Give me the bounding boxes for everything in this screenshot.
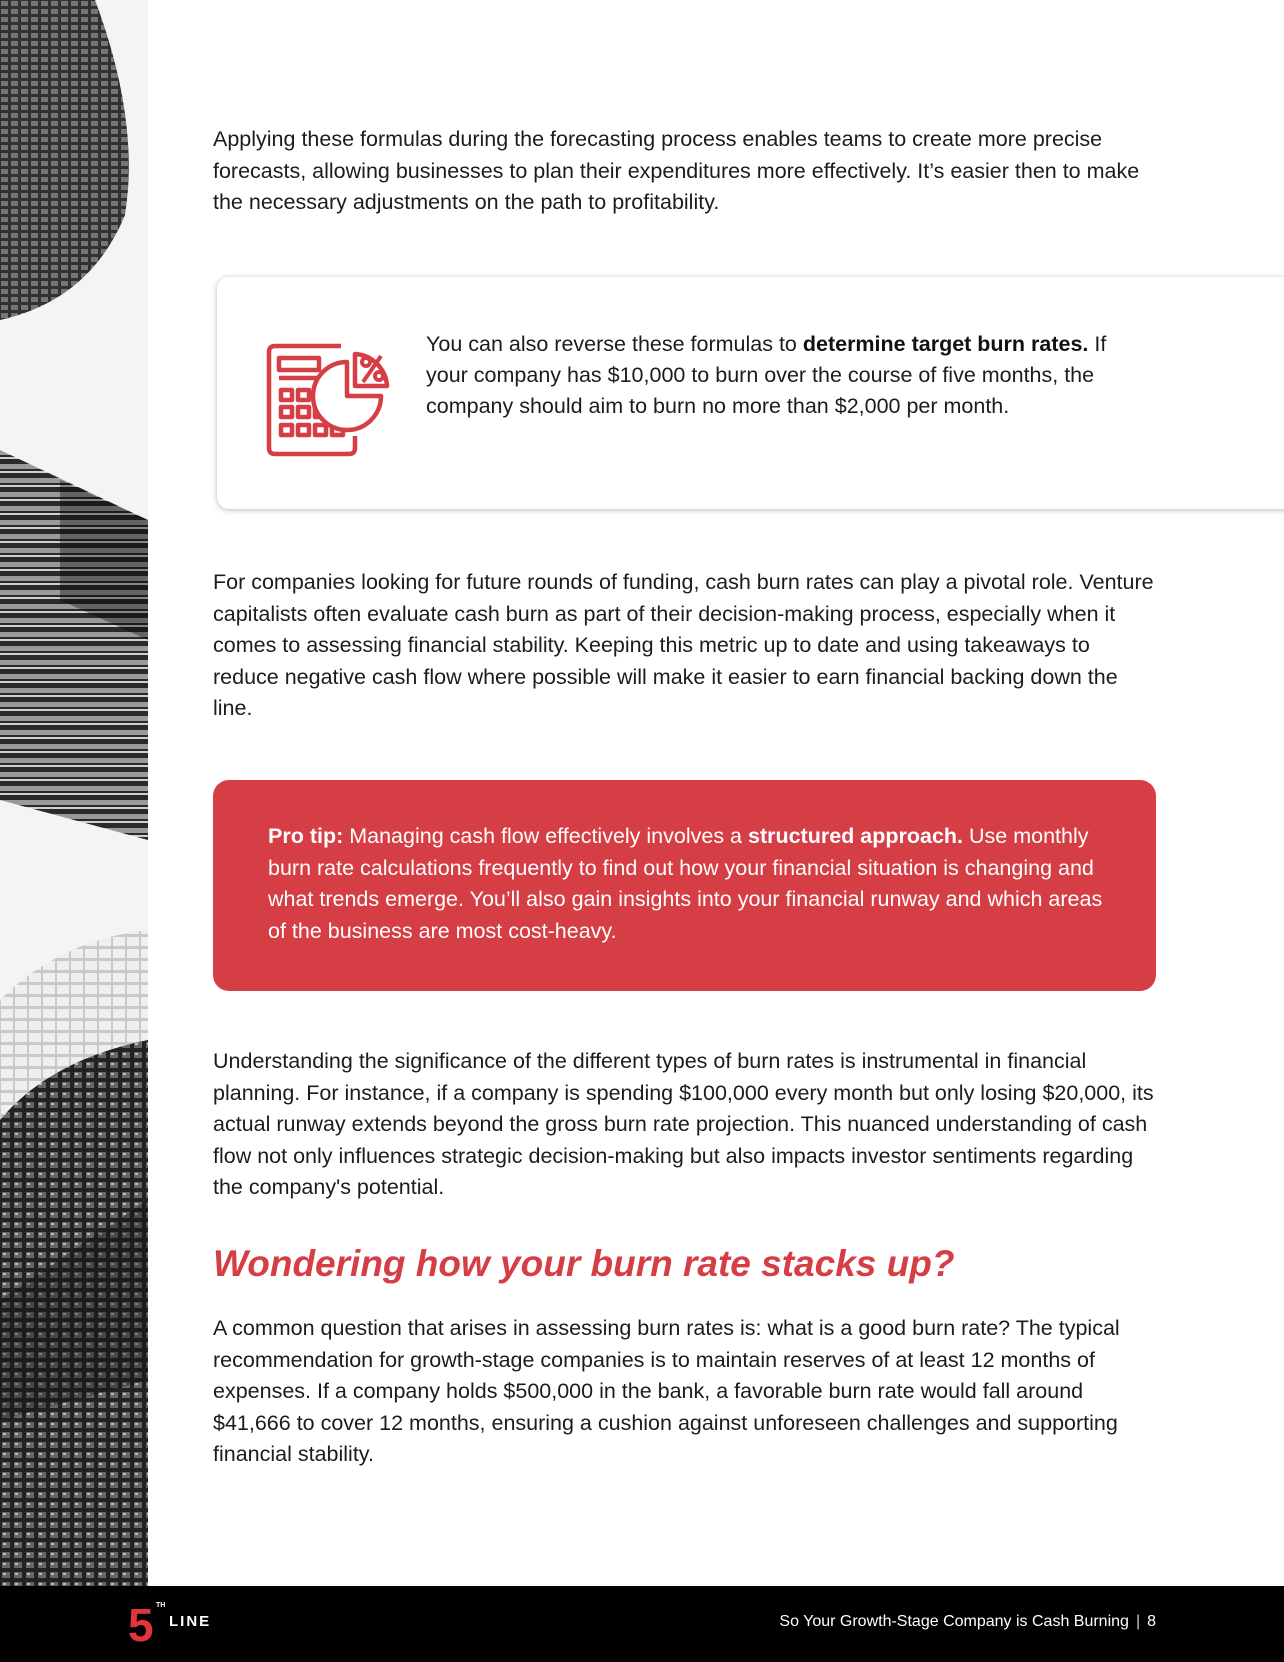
page-footer <box>0 1586 1284 1662</box>
document-title: So Your Growth-Stage Company is Cash Burning <box>779 1613 1129 1630</box>
callout-emphasis: determine target burn rates. <box>802 332 1089 356</box>
callout-text: You can also reverse these formulas to determine target burn rates. If your company has $10,000 to burn over the course of five months, the company should aim to burn no more than $2,000 per month. <box>426 332 1107 418</box>
funding-paragraph: For companies looking for future rounds of funding, cash burn rates can play a pivotal role. Venture capitalists often evaluate cash burn as part of their decision-making process, especially when it comes to assessing financial stability. Keeping this metric up to date and using takeaways to reduce negative cash flow where possible will make it easier to earn financial backing down the line. <box>213 570 1154 720</box>
intro-paragraph: Applying these formulas during the forecasting process enables teams to create more precise forecasts, allowing businesses to plan their expenditures more effectively. It’s easier then to make the necessary adjustments on the path to profitability. <box>213 127 1140 214</box>
pro-tip-label: Pro tip: <box>268 824 344 848</box>
logo-word: LINE <box>169 1613 212 1630</box>
pro-tip-text: Pro tip: Managing cash flow effectively involves a structured approach. Use monthly burn rate calculations frequently to find out how your financial situation is changing and what trends emerge. You’ll also gain insights into your financial runway and which areas of the business are most cost-heavy. <box>268 824 1103 943</box>
logo-number: 5 <box>128 1599 154 1651</box>
target-burn-callout <box>217 277 1284 509</box>
section-heading: Wondering how your burn rate stacks up? <box>213 1243 955 1284</box>
burn-types-paragraph: Understanding the significance of the different types of burn rates is instrumental in financial planning. For instance, if a company is spending $100,000 every month but only losing $20,000, its actual runway extends beyond the gross burn rate projection. This nuanced understanding of cash flow not only influences strategic decision-making but also impacts investor sentiments regarding the company's potential. <box>213 1049 1154 1199</box>
page-number: 8 <box>1147 1613 1156 1630</box>
good-burn-rate-paragraph: A common question that arises in assessing burn rates is: what is a good burn rate? The typical recommendation for growth-stage companies is to maintain reserves of at least 12 months of expenses. If a company holds $500,000 in the bank, a favorable burn rate would fall around $41,666 to cover 12 months, ensuring a cushion against unforeseen challenges and supporting financial stability. <box>213 1316 1120 1466</box>
calculator-pie-percent-icon <box>263 332 391 460</box>
footer-separator: | <box>1135 1613 1141 1630</box>
sidebar-building-photo <box>0 0 148 1586</box>
pro-tip-box <box>213 780 1156 991</box>
footer-document-info <box>779 1613 1156 1631</box>
skyscraper-illustration <box>0 0 148 1586</box>
pro-tip-emphasis: structured approach. <box>747 824 964 848</box>
logo-superscript: TH <box>156 1602 166 1609</box>
